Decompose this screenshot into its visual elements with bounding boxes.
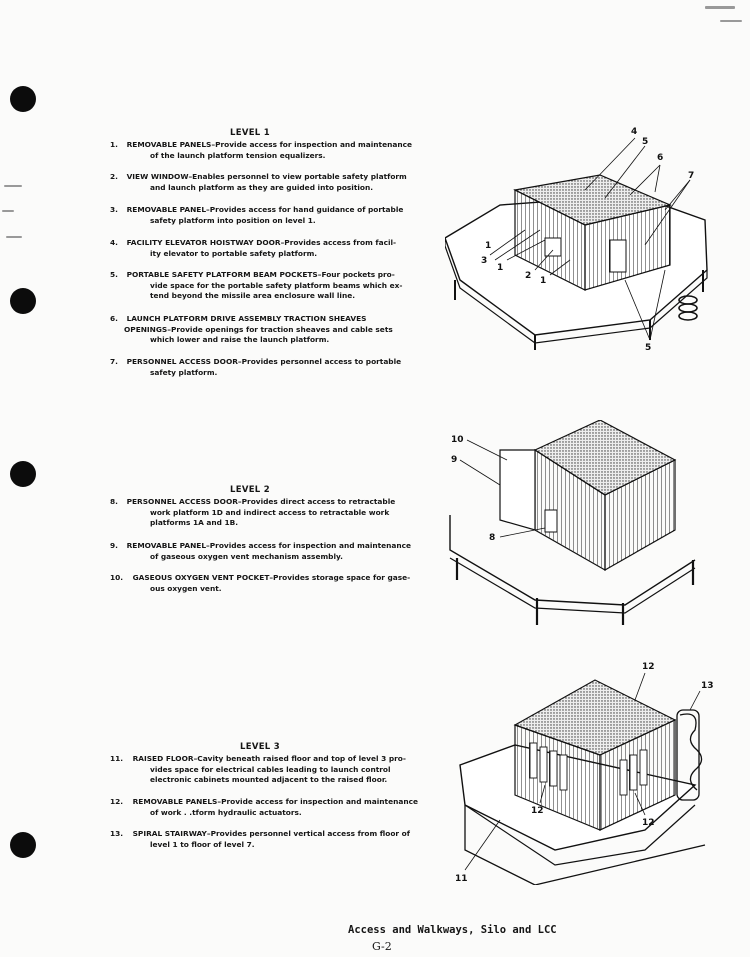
level1-isometric-drawing xyxy=(445,120,735,350)
item-number: 1. xyxy=(110,140,118,149)
level2-item-9 xyxy=(110,541,428,562)
item-number: 12. xyxy=(110,797,124,806)
item-text-cont: vide space for the portable safety platform beams which ex- xyxy=(150,280,403,290)
item-text: REMOVABLE PANEL–Provides access for hand guidance of portable xyxy=(126,205,404,214)
item-number: 10. xyxy=(110,573,124,582)
level3-title: LEVEL 3 xyxy=(240,742,280,752)
item-text-cont: level 1 to floor of level 7. xyxy=(150,839,255,849)
item-text: PERSONNEL ACCESS DOOR–Provides direct access to retractable xyxy=(126,497,396,506)
callout-label: 8 xyxy=(489,533,496,543)
punch-hole-upper-middle xyxy=(10,288,36,314)
scan-speck xyxy=(720,20,742,22)
item-number: 5. xyxy=(110,270,118,279)
scan-speck xyxy=(2,210,14,212)
level3-item-12 xyxy=(110,797,428,818)
item-text-cont: safety platform. xyxy=(150,367,218,377)
level1-item-5 xyxy=(110,270,428,302)
callout-label: 11 xyxy=(455,874,468,884)
callout-label: 5 xyxy=(645,343,652,350)
item-text: PORTABLE SAFETY PLATFORM BEAM POCKETS–Four pockets pro- xyxy=(126,270,395,279)
level2-item-10 xyxy=(110,573,428,594)
item-text-cont: of the launch platform tension equalizers. xyxy=(150,150,326,160)
item-number: 3. xyxy=(110,205,118,214)
item-number: 9. xyxy=(110,541,118,550)
item-text: VIEW WINDOW–Enables personnel to view portable safety platform xyxy=(126,172,407,181)
scan-speck xyxy=(6,236,22,238)
level2-isometric-drawing xyxy=(445,420,715,630)
item-text: LAUNCH PLATFORM DRIVE ASSEMBLY TRACTION SHEAVES xyxy=(126,314,367,323)
item-text: REMOVABLE PANELS–Provide access for inspection and maintenance xyxy=(126,140,412,149)
item-text-cont: of work . .tform hydraulic actuators. xyxy=(150,807,302,817)
item-text-cont: vides space for electrical cables leading to launch control xyxy=(150,764,391,774)
callout-label: 5 xyxy=(642,137,649,147)
level1-item-6 xyxy=(110,314,428,346)
item-text-cont: ous oxygen vent. xyxy=(150,583,222,593)
item-text-cont: OPENINGS–Provide openings for traction sheaves and cable sets xyxy=(124,324,393,334)
scan-speck xyxy=(705,6,735,9)
level2-title: LEVEL 2 xyxy=(230,485,270,495)
page-caption: Access and Walkways, Silo and LCC xyxy=(348,924,557,936)
level2-item-8 xyxy=(110,497,428,529)
level3-isometric-drawing xyxy=(445,655,720,885)
level1-item-4 xyxy=(110,238,428,259)
callout-label: 2 xyxy=(525,271,532,281)
item-number: 4. xyxy=(110,238,118,247)
item-number: 2. xyxy=(110,172,118,181)
item-text-cont: safety platform into position on level 1. xyxy=(150,215,316,225)
callout-label: 12 xyxy=(531,806,544,816)
callout-label: 1 xyxy=(485,241,492,251)
item-text: SPIRAL STAIRWAY–Provides personnel vertical access from floor of xyxy=(132,829,410,838)
item-text: PERSONNEL ACCESS DOOR–Provides personnel access to portable xyxy=(126,357,402,366)
item-number: 11. xyxy=(110,754,124,763)
item-text-cont: tend beyond the missile area enclosure wall line. xyxy=(150,291,356,301)
callout-label: 12 xyxy=(642,818,655,828)
item-text-cont: work platform 1D and indirect access to retractable work xyxy=(150,507,390,517)
callout-label: 3 xyxy=(481,256,488,266)
callout-label: 9 xyxy=(451,455,458,465)
item-text: REMOVABLE PANELS–Provide access for inspection and maintenance xyxy=(132,797,418,806)
item-text-cont: electronic cabinets mounted adjacent to the raised floor. xyxy=(150,775,388,785)
callout-label: 10 xyxy=(451,435,464,445)
level3-item-11 xyxy=(110,754,428,786)
callout-label: 7 xyxy=(688,171,695,181)
item-text-cont: which lower and raise the launch platform. xyxy=(150,335,330,345)
callout-label: 13 xyxy=(701,681,714,691)
item-text: REMOVABLE PANEL–Provides access for inspection and maintenance xyxy=(126,541,412,550)
page-number: G-2 xyxy=(372,940,392,953)
level1-item-3 xyxy=(110,205,428,226)
item-text-cont: and launch platform as they are guided into position. xyxy=(150,182,374,192)
item-text: RAISED FLOOR–Cavity beneath raised floor and top of level 3 pro- xyxy=(132,754,406,763)
item-number: 13. xyxy=(110,829,124,838)
item-text: FACILITY ELEVATOR HOISTWAY DOOR–Provides access from facil- xyxy=(126,238,397,247)
callout-label: 4 xyxy=(631,127,638,137)
level3-item-13 xyxy=(110,829,428,850)
callout-label: 1 xyxy=(497,263,504,273)
punch-hole-top xyxy=(10,86,36,112)
callout-label: 1 xyxy=(540,276,547,286)
item-number: 8. xyxy=(110,497,118,506)
level1-item-1 xyxy=(110,140,428,161)
level1-item-2 xyxy=(110,172,428,193)
level1-item-7 xyxy=(110,357,428,378)
punch-hole-lower-middle xyxy=(10,461,36,487)
item-text: GASEOUS OXYGEN VENT POCKET–Provides storage space for gase- xyxy=(132,573,411,582)
callout-label: 12 xyxy=(642,662,655,672)
item-number: 7. xyxy=(110,357,118,366)
punch-hole-bottom xyxy=(10,832,36,858)
item-text-cont: platforms 1A and 1B. xyxy=(150,518,239,528)
scan-speck xyxy=(4,185,22,187)
item-text-cont: ity elevator to portable safety platform. xyxy=(150,248,318,258)
item-text-cont: of gaseous oxygen vent mechanism assembly. xyxy=(150,551,343,561)
item-number: 6. xyxy=(110,314,118,323)
callout-label: 6 xyxy=(657,153,664,163)
level1-title: LEVEL 1 xyxy=(230,128,270,138)
